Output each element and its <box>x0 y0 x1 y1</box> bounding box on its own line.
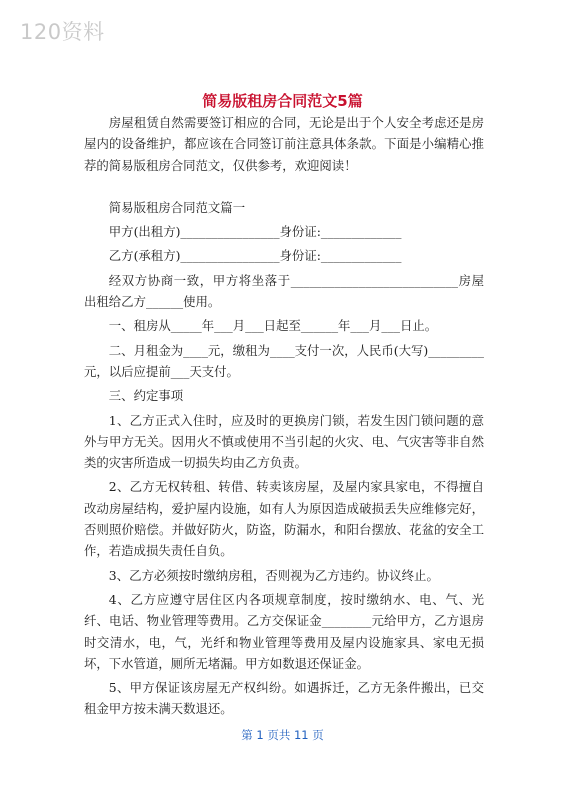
item-5-paragraph: 5、甲方保证该房屋无产权纠纷。如遇拆迁，乙方无条件搬出，已交租金甲方按未满天数退还。 <box>84 680 484 717</box>
item-3-paragraph: 3、乙方必须按时缴纳房租，否则视为乙方违约。协议终止。 <box>108 567 439 583</box>
contract-heading: 简易版租房合同范文篇一 <box>108 199 246 215</box>
party-b-line: 乙方(承租方)________________身份证:_____________ <box>108 248 402 264</box>
agreement-paragraph: 经双方协商一致，甲方将坐落于___________________________房屋出租给乙方______使用。 <box>84 272 484 310</box>
document-title: 简易版租房合同范文5篇 <box>202 92 363 110</box>
item-2-paragraph: 2、乙方无权转租、转借、转卖该房屋，及屋内家具家电，不得擅自改动房屋结构，爱护屋内设施，如有人为原因造成破损丢失应维修完好，否则照价赔偿。并做好防火，防盗，防漏水，和阳台摆放、花盆的安全工作，若造成损失责任自负。 <box>84 479 484 559</box>
intro-paragraph: 房屋租赁自然需要签订相应的合同，无论是出于个人安全考虑还是房屋内的设备维护，都应该在合同签订前注意具体条款。下面是小编精心推荐的简易版租房合同范文，仅供参考，欢迎阅读！ <box>84 115 484 173</box>
party-a-line: 甲方(出租方)________________身份证:_____________ <box>108 224 402 240</box>
page-number-footer: 第 1 页共 11 页 <box>241 728 324 742</box>
document-body <box>84 112 484 720</box>
clause-lease-term: 一、租房从_____年___月___日起至______年___月___日止。 <box>108 318 438 334</box>
watermark-logo: 120资料 <box>20 20 105 44</box>
item-1-paragraph: 1、乙方正式入住时，应及时的更换房门锁，若发生因门锁问题的意外与甲方无关。因用火不慎或使用不当引起的火灾、电、气灾害等非自然类的灾害所造成一切损失均由乙方负责。 <box>84 412 484 471</box>
clause-rent: 二、月租金为____元，缴租为____支付一次，人民币(大写)_________元，以后应提前___天支付。 <box>84 342 484 379</box>
clause-agreed-items: 三、约定事项 <box>108 388 184 404</box>
item-4-paragraph: 4、乙方应遵守居住区内各项规章制度，按时缴纳水、电、气、光纤、电话、物业管理等费用。乙方交保证金________元给甲方，乙方退房时交清水，电，气，光纤和物业管理等费用及屋内设施家具、家电无损坏，下水管道，厕所无堵漏。甲方如数退还保证金。 <box>84 591 484 671</box>
